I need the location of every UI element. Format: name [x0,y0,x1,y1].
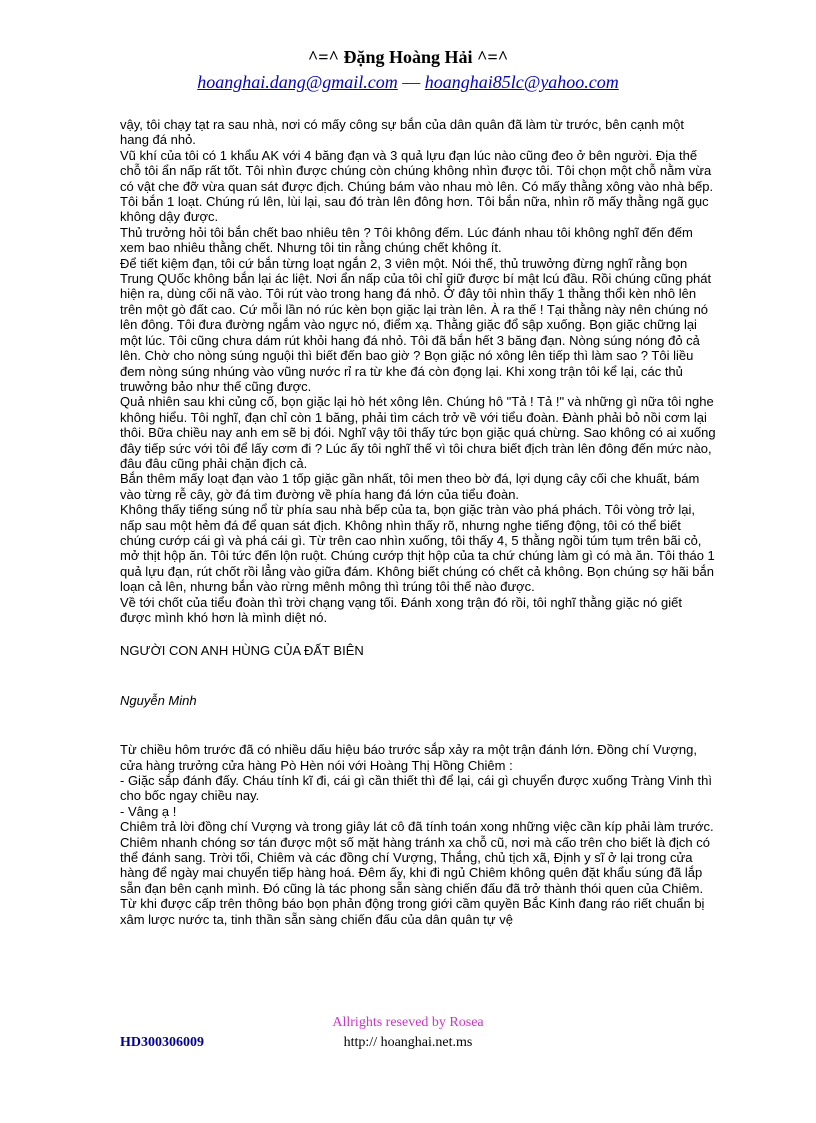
email-link-gmail[interactable]: hoanghai.dang@gmail.com [197,72,398,92]
paragraph: Để tiết kiệm đạn, tôi cứ bắn từng loạt ngắn 2, 3 viên một. Nói thế, thủ truwởng đừng nghĩ rằng bọn Trung QUốc không bắn lại ác liệt. Nơi ẩn nấp của tôi chỉ giữ được bí mật lcú đầu. Rồi chúng cũng phát hiện ra, dùng cối nã vào. Tôi rút vào trong hang đá nhỏ. Ở đây tôi nhìn thấy 1 thằng thổi kèn nhô lên trên một gò đất cao. Cứ mỗi lần nó rúc kèn bọn giặc lại tràn lên. À ra thế ! Tại thằng này nên chúng nó lên đông. Tôi đưa đường ngắm vào ngực nó, điểm xạ. Thằng giặc đổ sập xuống. Bọn giặc chững lại một lúc. Tôi cũng chưa dám rút khỏi hang đá nhỏ. Tôi đã bắn hết 3 băng đạn. Nòng súng nóng đỏ cả lên. Chờ cho nòng súng nguội thì biết đến bao giờ ? Bọn giặc nó xông lên tiếp thì làm sao ? Tôi liều đem nòng súng nhúng vào vũng nước rỉ ra từ khe đá còn đọng lại. Khi xong trận tôi kể lại, các thủ truwởng bảo như thế cũng được. [120,255,712,394]
paragraph: Thủ trưởng hỏi tôi bắn chết bao nhiêu tên ? Tôi không đếm. Lúc đánh nhau tôi không nghĩ đến đếm xem bao nhiêu thằng chết. Nhưng tôi tin rằng chúng chết không ít. [120,224,693,256]
page-header [0,46,816,94]
author-name: Nguyễn Minh [120,692,197,708]
paragraph: Vũ khí của tôi có 1 khẩu AK với 4 băng đạn và 3 quả lựu đạn lúc nào cũng đeo ở bên người. Địa thế chỗ tôi ẩn nấp rất tốt. Tôi nhìn được chúng còn chúng không nhìn được tôi. Tôi chọn một chỗ nằm vừa có vật che đỡ vừa quan sát được địch. Chúng bám vào nhau mò lên. Có mấy thằng xông vào nhà bếp. Tôi bắn 1 loạt. Chúng rú lên, lùi lại, sau đó tràn lên đông hơn. Tôi bắn nữa, nhìn rõ mấy thằng ngã gục không dậy được. [120,147,714,225]
paragraph: Bắn thêm mấy loạt đạn vào 1 tốp giặc gần nhất, tôi men theo bờ đá, lợi dụng cây cối che khuất, bám vào từng rễ cây, gờ đá tìm đường về phía hang đá lớn của tiểu đoàn. [120,471,700,502]
document-body [120,117,716,927]
contact-emails [0,70,816,94]
paragraph: Chiêm nhanh chóng sơ tán được một số mặt hàng tránh xa chỗ cũ, nơi mà cấo trên cho biết là địch có thể đánh sang. Trời tối, Chiêm và các đồng chí Vượng, Thắng, chủ tịch xã, Định y sĩ ở lại trong cửa hàng để ngày mai chuyển tiếp hàng hoá. Đêm ấy, khi đi ngủ Chiêm không quên đặt khẩu súng đã lắp sẵn đạn bên cạnh mình. Đó cũng là tác phong sẵn sàng chiến đấu đã trở thành thói quen của Chiêm. Từ khi được cấp trên thông báo bọn phản động trong giới cầm quyền Bắc Kinh đang ráo riết chuẩn bị xâm lược nước ta, tinh thần sẵn sàng chiến đấu của dân quân tự vệ [120,834,710,927]
paragraph: Về tới chốt của tiểu đoàn thì trời chạng vạng tối. Đánh xong trận đó rồi, tôi nghĩ thằng giặc nó giết được mình khó hơn là mình diệt nó. [120,594,682,625]
email-separator: — [402,72,421,92]
section-title: NGƯỜI CON ANH HÙNG CỦA ĐẤT BIÊN [120,643,364,659]
paragraph: Quả nhiên sau khi củng cố, bọn giặc lại hò hét xông lên. Chúng hô "Tả ! Tả !" và những gì nữa tôi nghe không hiểu. Tôi nghĩ, đạn chỉ còn 1 băng, phải tìm cách trở về với tiểu đoàn. Đành phải bỏ nồi cơm lại thôi. Bữa chiều nay anh em sẽ bị đói. Nghĩ vậy tôi thấy tức bọn giặc quá chừng. Sao không có ai xuống đây tiếp sức với tôi để lấy cơm đi ? Lúc ấy tôi nghĩ thế vì tôi chưa biết địch tràn lên đông đến mức nào, đâu đâu cũng phải chặn địch cả. [120,394,716,471]
paragraph: vậy, tôi chạy tạt ra sau nhà, nơi có mấy công sự bắn của dân quân đã làm từ trước, bên cạnh một hang đá nhỏ. [120,117,684,148]
paragraph: Từ chiều hôm trước đã có nhiều dấu hiệu báo trước sắp xảy ra một trận đánh lớn. Đồng chí Vượng, cửa hàng trưởng cửa hàng Pò Hèn nói với Hoàng Thị Hồng Chiêm : [120,742,697,773]
footer-rights: Allrights reseved by Rosea [332,1015,484,1030]
paragraph: - Giặc sắp đánh đấy. Cháu tính kĩ đi, cái gì cần thiết thì để lại, cái gì chuyển được xuống Tràng Vinh thì cho bốc ngay chiều nay. [120,773,712,804]
author-title: ^=^ Đặng Hoàng Hải ^=^ [307,47,509,67]
footer-document-code: HD300306009 [120,1035,204,1050]
footer-url[interactable]: http:// hoanghai.net.ms [343,1035,473,1050]
paragraph: Không thấy tiếng súng nổ từ phía sau nhà bếp của ta, bọn giặc tràn vào phá phách. Tôi vòng trở lại, nấp sau một hẻm đá để quan sát địch. Không nhìn thấy rõ, nhưng nghe tiếng động, tôi có thể biết chúng cướp cái gì và phá cái gì. Từ trên cao nhìn xuống, tôi thấy 4, 5 thằng ngồi túm tụm trên bãi cỏ, mở thịt hộp ăn. Tôi tức đến lộn ruột. Chúng cướp thịt hộp của ta chứ chúng làm gì có mà ăn. Tôi tháo 1 quả lựu đạn, rút chốt rồi lẳng vào giữa đám. Không biết chúng có chết cả không. Bọn chúng sợ hãi bắn loạn cả lên, nhưng bắn vào rừng mênh mông thì trúng tôi thế nào được. [120,502,715,595]
paragraph: - Vâng ạ ! [120,803,177,819]
email-link-yahoo[interactable]: hoanghai85lc@yahoo.com [424,72,619,92]
paragraph: Chiêm trả lời đồng chí Vượng và trong giây lát cô đã tính toán xong những việc cần kíp phải làm trước. [120,819,714,835]
